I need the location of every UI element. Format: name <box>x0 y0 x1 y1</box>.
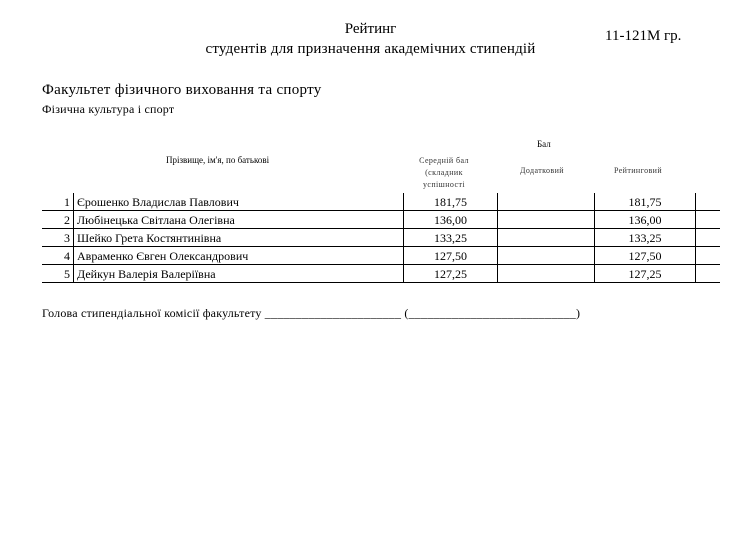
rating-score: 136,00 <box>595 211 696 229</box>
rating-score: 127,50 <box>595 247 696 265</box>
document-title: Рейтинг <box>344 21 397 37</box>
rating-score: 127,25 <box>595 265 696 283</box>
average-header-line: Середній бал <box>419 156 469 165</box>
row-number: 4 <box>42 247 74 265</box>
student-name: Любінецька Світлана Олегівна <box>74 211 404 229</box>
student-name: Дейкун Валерія Валеріївна <box>74 265 404 283</box>
additional-score <box>498 193 595 211</box>
additional-score-column-header: Додатковий <box>520 166 564 175</box>
row-number: 2 <box>42 211 74 229</box>
rating-score-column-header: Рейтинговий <box>613 166 663 175</box>
rating-score: 181,75 <box>595 193 696 211</box>
additional-score <box>498 247 595 265</box>
name-column-header: Прізвище, ім'я, по батькові <box>166 155 270 165</box>
table-row <box>42 193 720 211</box>
row-tail <box>696 247 721 265</box>
commission-signature-line: Голова стипендіальної комісії факультету ______________________ (___________________________) <box>42 306 581 320</box>
average-score: 127,25 <box>404 265 498 283</box>
average-score: 181,75 <box>404 193 498 211</box>
average-header-line: успішності <box>423 180 465 189</box>
score-group-header: Бал <box>537 139 551 149</box>
student-name: Єрошенко Владислав Павлович <box>74 193 404 211</box>
table-row <box>42 211 720 229</box>
document-subtitle: студентів для призначення академічних стипендій <box>205 41 536 57</box>
student-name: Шейко Грета Костянтинівна <box>74 229 404 247</box>
average-score: 133,25 <box>404 229 498 247</box>
row-tail <box>696 193 721 211</box>
additional-score <box>498 265 595 283</box>
table-row <box>42 247 720 265</box>
specialty-name: Фізична культура і спорт <box>42 102 175 116</box>
rating-table-body <box>42 193 720 283</box>
table-row <box>42 265 720 283</box>
row-tail <box>696 211 721 229</box>
faculty-name: Факультет фізичного виховання та спорту <box>42 82 322 98</box>
row-tail <box>696 229 721 247</box>
rating-table <box>42 193 720 283</box>
group-label: 11-121М гр. <box>605 28 682 44</box>
table-row <box>42 229 720 247</box>
average-score: 136,00 <box>404 211 498 229</box>
average-score: 127,50 <box>404 247 498 265</box>
row-number: 1 <box>42 193 74 211</box>
average-header-line: (складник <box>425 168 463 177</box>
row-number: 3 <box>42 229 74 247</box>
row-number: 5 <box>42 265 74 283</box>
rating-score: 133,25 <box>595 229 696 247</box>
row-tail <box>696 265 721 283</box>
student-name: Авраменко Євген Олександрович <box>74 247 404 265</box>
average-score-column-header <box>404 155 484 191</box>
additional-score <box>498 229 595 247</box>
additional-score <box>498 211 595 229</box>
